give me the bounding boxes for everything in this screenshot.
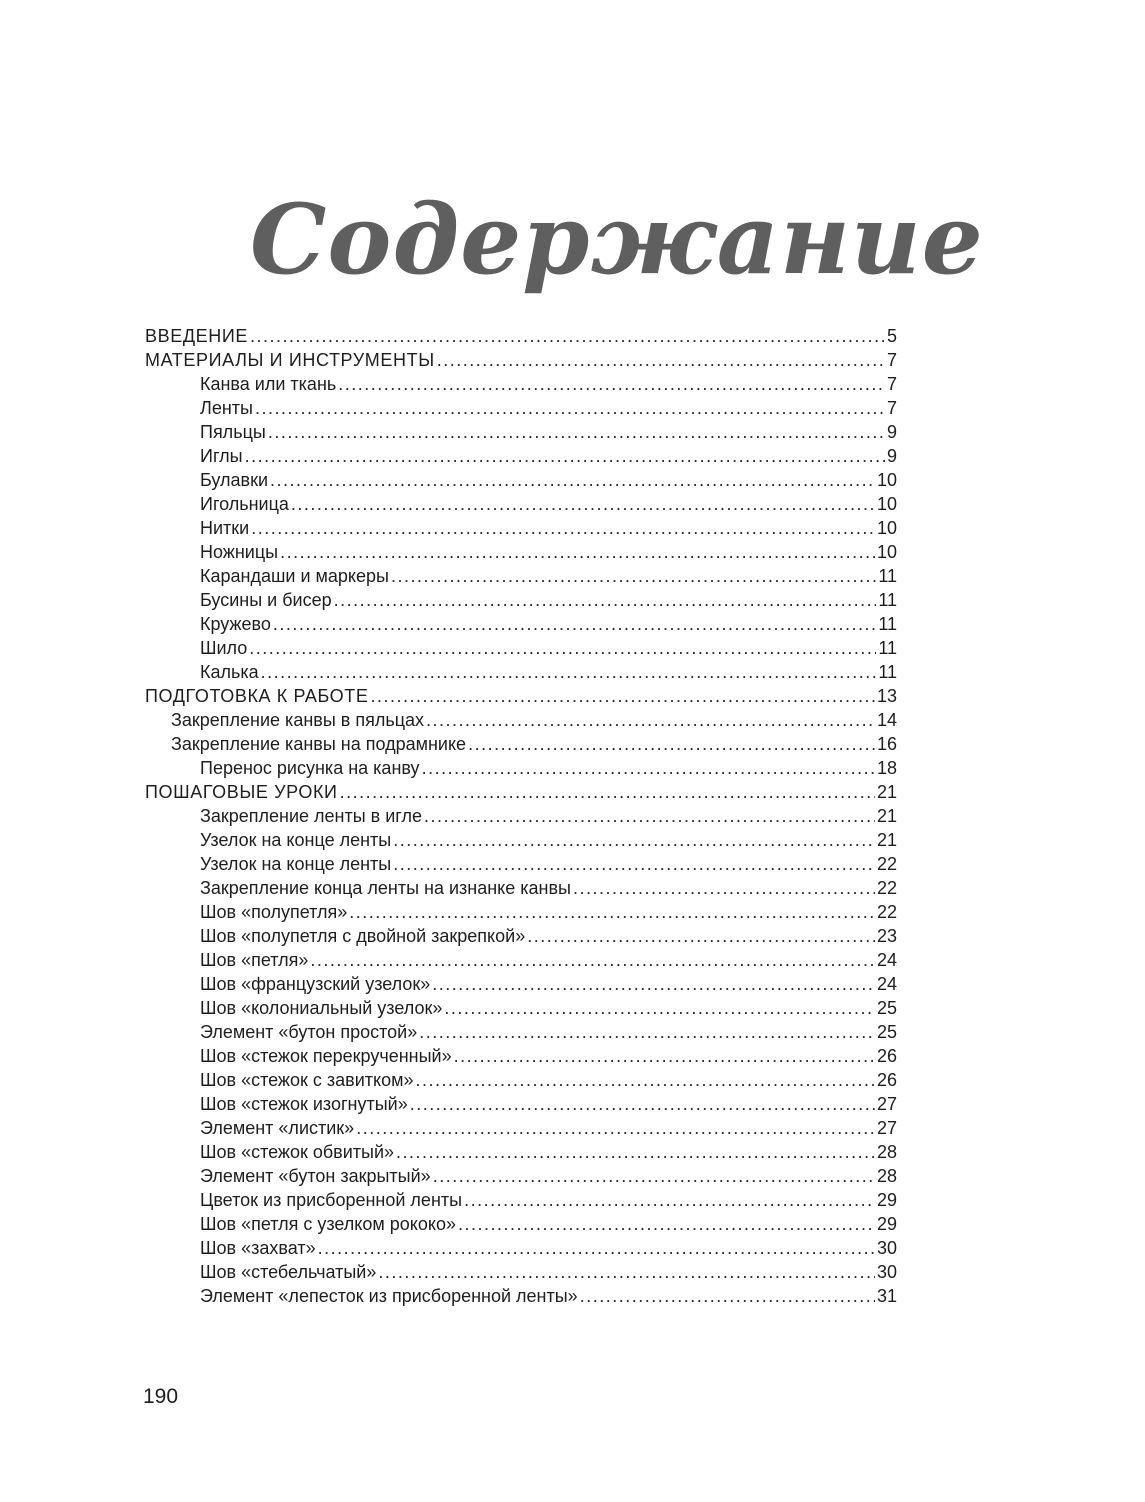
dot-leader bbox=[334, 588, 877, 612]
toc-entry-page: 29 bbox=[876, 1214, 897, 1234]
toc-entry-page: 16 bbox=[876, 734, 897, 754]
toc-entry[interactable] bbox=[145, 348, 897, 372]
toc-entry-title: ПОШАГОВЫЕ УРОКИ bbox=[145, 782, 338, 802]
toc-entry-title: Элемент «лепесток из присборенной ленты» bbox=[200, 1286, 578, 1306]
dot-leader bbox=[338, 372, 885, 396]
toc-entry[interactable] bbox=[145, 372, 897, 396]
dot-leader bbox=[370, 684, 875, 708]
toc-entry[interactable] bbox=[145, 780, 897, 804]
toc-entry-page: 27 bbox=[876, 1094, 897, 1114]
toc-entry[interactable] bbox=[145, 684, 897, 708]
toc-entry[interactable] bbox=[145, 492, 897, 516]
dot-leader bbox=[261, 660, 877, 684]
toc-entry-page: 22 bbox=[876, 854, 897, 874]
dot-leader bbox=[378, 1260, 875, 1284]
toc-entry-page: 21 bbox=[876, 830, 897, 850]
toc-entry-title: Ножницы bbox=[200, 542, 279, 562]
dot-leader bbox=[527, 924, 875, 948]
dot-leader bbox=[249, 636, 876, 660]
toc-entry-title: Шов «петля с узелком рококо» bbox=[200, 1214, 456, 1234]
toc-entry-title: Шов «стежок изогнутый» bbox=[200, 1094, 408, 1114]
dot-leader bbox=[255, 396, 885, 420]
toc-entry-title: ВВЕДЕНИЕ bbox=[145, 326, 248, 346]
toc-entry-page: 22 bbox=[876, 878, 897, 898]
toc-entry-title: Перенос рисунка на канву bbox=[200, 758, 420, 778]
toc-entry[interactable] bbox=[145, 1116, 897, 1140]
dot-leader bbox=[245, 444, 885, 468]
toc-entry-page: 23 bbox=[876, 926, 897, 946]
toc-entry[interactable] bbox=[145, 612, 897, 636]
toc-entry-page: 21 bbox=[876, 806, 897, 826]
toc-entry[interactable] bbox=[145, 1140, 897, 1164]
toc-entry[interactable] bbox=[145, 948, 897, 972]
toc-entry-page: 26 bbox=[876, 1070, 897, 1090]
toc-entry-page: 28 bbox=[876, 1142, 897, 1162]
toc-entry-title: Шов «колониальный узелок» bbox=[200, 998, 443, 1018]
toc-entry-page: 13 bbox=[876, 686, 897, 706]
dot-leader bbox=[349, 900, 875, 924]
toc-entry-title: Кружево bbox=[200, 614, 271, 634]
toc-entry-title: Шов «стебельчатый» bbox=[200, 1262, 377, 1282]
toc-entry-page: 25 bbox=[876, 1022, 897, 1042]
dot-leader bbox=[454, 1044, 875, 1068]
toc-entry-page: 7 bbox=[886, 398, 897, 418]
toc-entry-page: 31 bbox=[876, 1286, 897, 1306]
toc-entry-page: 10 bbox=[876, 470, 897, 490]
toc-entry[interactable] bbox=[145, 564, 897, 588]
toc-entry-page: 30 bbox=[876, 1262, 897, 1282]
toc-entry-page: 10 bbox=[876, 518, 897, 538]
dot-leader bbox=[268, 420, 885, 444]
dot-leader bbox=[391, 564, 876, 588]
toc-entry-page: 22 bbox=[876, 902, 897, 922]
toc-entry-title: Шов «стежок обвитый» bbox=[200, 1142, 395, 1162]
toc-entry-title: Игольница bbox=[200, 494, 289, 514]
dot-leader bbox=[270, 468, 875, 492]
toc-entry-page: 28 bbox=[876, 1166, 897, 1186]
table-of-contents bbox=[145, 324, 897, 1308]
toc-entry-page: 25 bbox=[876, 998, 897, 1018]
toc-entry[interactable] bbox=[145, 540, 897, 564]
toc-entry-title: Шов «французский узелок» bbox=[200, 974, 431, 994]
toc-entry[interactable] bbox=[145, 1068, 897, 1092]
toc-entry-title: Нитки bbox=[200, 518, 250, 538]
toc-entry[interactable] bbox=[145, 1212, 897, 1236]
toc-entry[interactable] bbox=[145, 396, 897, 420]
dot-leader bbox=[433, 1164, 875, 1188]
toc-entry[interactable] bbox=[145, 420, 897, 444]
toc-entry[interactable] bbox=[145, 876, 897, 900]
toc-entry[interactable] bbox=[145, 852, 897, 876]
toc-entry-page: 11 bbox=[878, 590, 897, 610]
toc-entry-title: Шило bbox=[200, 638, 248, 658]
dot-leader bbox=[432, 972, 875, 996]
dot-leader bbox=[458, 1212, 875, 1236]
toc-entry[interactable] bbox=[145, 660, 897, 684]
toc-entry[interactable] bbox=[145, 972, 897, 996]
toc-entry-page: 7 bbox=[886, 374, 897, 394]
toc-entry-title: Закрепление канвы в пяльцах bbox=[171, 710, 425, 730]
toc-entry-page: 5 bbox=[886, 326, 897, 346]
toc-entry-title: Ленты bbox=[200, 398, 253, 418]
toc-entry[interactable] bbox=[145, 900, 897, 924]
toc-entry-page: 27 bbox=[876, 1118, 897, 1138]
toc-entry[interactable] bbox=[145, 828, 897, 852]
toc-entry[interactable] bbox=[145, 732, 897, 756]
toc-entry-title: Пяльцы bbox=[200, 422, 266, 442]
toc-entry-title: Шов «стежок перекрученный» bbox=[200, 1046, 452, 1066]
toc-entry[interactable] bbox=[145, 1092, 897, 1116]
dot-leader bbox=[291, 492, 875, 516]
toc-entry-page: 10 bbox=[876, 494, 897, 514]
toc-entry[interactable] bbox=[145, 588, 897, 612]
dot-leader bbox=[468, 732, 875, 756]
dot-leader bbox=[393, 828, 875, 852]
toc-entry-title: Закрепление конца ленты на изнанке канвы bbox=[200, 878, 571, 898]
dot-leader bbox=[415, 1068, 875, 1092]
dot-leader bbox=[419, 1020, 875, 1044]
toc-entry-title: Шов «стежок с завитком» bbox=[200, 1070, 414, 1090]
toc-entry-title: Шов «захват» bbox=[200, 1238, 316, 1258]
dot-leader bbox=[340, 780, 875, 804]
toc-entry[interactable] bbox=[145, 324, 897, 348]
toc-entry-title: Шов «петля» bbox=[200, 950, 309, 970]
toc-entry[interactable] bbox=[145, 996, 897, 1020]
toc-entry-page: 11 bbox=[878, 662, 897, 682]
toc-entry[interactable] bbox=[145, 1044, 897, 1068]
toc-entry-title: Цветок из присборенной ленты bbox=[200, 1190, 463, 1210]
page-title: Содержание bbox=[250, 183, 984, 296]
toc-entry[interactable] bbox=[145, 1236, 897, 1260]
toc-entry-page: 9 bbox=[886, 446, 897, 466]
dot-leader bbox=[426, 708, 875, 732]
toc-entry-title: Иглы bbox=[200, 446, 243, 466]
toc-entry-title: Шов «полупетля» bbox=[200, 902, 348, 922]
toc-entry-page: 11 bbox=[878, 566, 897, 586]
dot-leader bbox=[580, 1284, 875, 1308]
toc-entry[interactable] bbox=[145, 1284, 897, 1308]
dot-leader bbox=[444, 996, 875, 1020]
toc-entry-title: Закрепление канвы на подрамнике bbox=[171, 734, 467, 754]
toc-entry[interactable] bbox=[145, 636, 897, 660]
page-number: 190 bbox=[143, 1385, 179, 1408]
toc-entry-page: 24 bbox=[876, 950, 897, 970]
toc-entry-page: 21 bbox=[876, 782, 897, 802]
toc-entry-title: ПОДГОТОВКА К РАБОТЕ bbox=[145, 686, 369, 706]
toc-entry[interactable] bbox=[145, 516, 897, 540]
toc-entry[interactable] bbox=[145, 1260, 897, 1284]
toc-entry[interactable] bbox=[145, 756, 897, 780]
dot-leader bbox=[310, 948, 875, 972]
dot-leader bbox=[422, 756, 875, 780]
toc-entry-page: 30 bbox=[876, 1238, 897, 1258]
toc-entry-title: Закрепление ленты в игле bbox=[200, 806, 422, 826]
toc-entry-title: Калька bbox=[200, 662, 259, 682]
dot-leader bbox=[410, 1092, 875, 1116]
toc-entry-title: Узелок на конце ленты bbox=[200, 830, 392, 850]
dot-leader bbox=[251, 516, 875, 540]
toc-entry-page: 10 bbox=[876, 542, 897, 562]
dot-leader bbox=[393, 852, 875, 876]
toc-entry-title: Элемент «бутон простой» bbox=[200, 1022, 418, 1042]
dot-leader bbox=[273, 612, 876, 636]
toc-entry-title: Канва или ткань bbox=[200, 374, 337, 394]
dot-leader bbox=[437, 348, 885, 372]
toc-entry-page: 7 bbox=[886, 350, 897, 370]
toc-entry[interactable] bbox=[145, 924, 897, 948]
toc-entry[interactable] bbox=[145, 444, 897, 468]
dot-leader bbox=[464, 1188, 875, 1212]
toc-entry-page: 24 bbox=[876, 974, 897, 994]
toc-entry-page: 14 bbox=[876, 710, 897, 730]
toc-entry[interactable] bbox=[145, 1164, 897, 1188]
toc-entry-page: 11 bbox=[878, 614, 897, 634]
toc-entry-page: 11 bbox=[878, 638, 897, 658]
toc-entry[interactable] bbox=[145, 804, 897, 828]
toc-entry[interactable] bbox=[145, 468, 897, 492]
dot-leader bbox=[573, 876, 875, 900]
toc-entry-title: Карандаши и маркеры bbox=[200, 566, 389, 586]
dot-leader bbox=[424, 804, 875, 828]
toc-entry-page: 26 bbox=[876, 1046, 897, 1066]
dot-leader bbox=[250, 324, 885, 348]
dot-leader bbox=[318, 1236, 875, 1260]
dot-leader bbox=[280, 540, 875, 564]
toc-entry-page: 18 bbox=[876, 758, 897, 778]
toc-entry[interactable] bbox=[145, 1020, 897, 1044]
dot-leader bbox=[396, 1140, 875, 1164]
toc-entry-title: Элемент «бутон закрытый» bbox=[200, 1166, 431, 1186]
toc-entry-title: МАТЕРИАЛЫ И ИНСТРУМЕНТЫ bbox=[145, 350, 435, 370]
toc-entry-page: 29 bbox=[876, 1190, 897, 1210]
toc-entry-title: Бусины и бисер bbox=[200, 590, 332, 610]
toc-entry-page: 9 bbox=[886, 422, 897, 442]
toc-entry-title: Шов «полупетля с двойной закрепкой» bbox=[200, 926, 526, 946]
toc-entry[interactable] bbox=[145, 1188, 897, 1212]
dot-leader bbox=[356, 1116, 875, 1140]
toc-entry-title: Узелок на конце ленты bbox=[200, 854, 392, 874]
toc-entry[interactable] bbox=[145, 708, 897, 732]
toc-entry-title: Булавки bbox=[200, 470, 269, 490]
toc-entry-title: Элемент «листик» bbox=[200, 1118, 355, 1138]
